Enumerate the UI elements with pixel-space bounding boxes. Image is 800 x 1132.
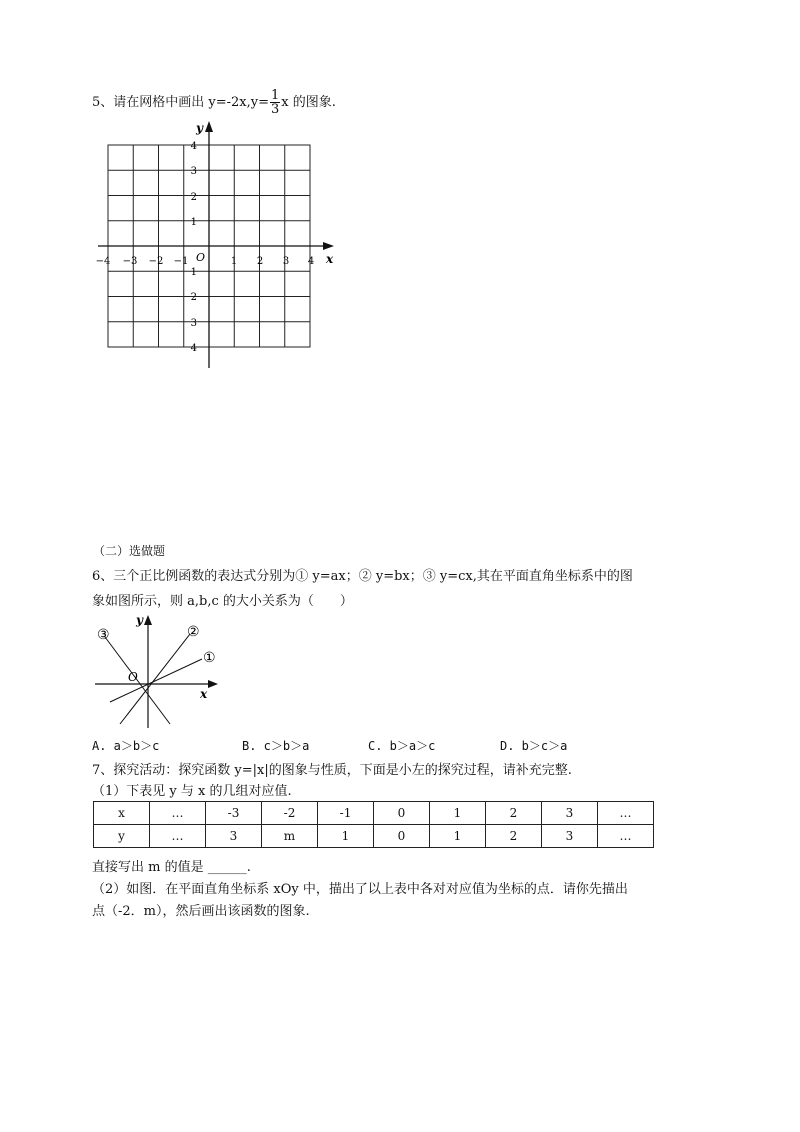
table-cell: -2 [262, 802, 318, 825]
x-tick: −4 [95, 256, 111, 267]
table-cell: 0 [374, 802, 430, 825]
coordinate-grid [90, 118, 340, 373]
choice-a: A. a＞b＞c [92, 739, 160, 753]
x-axis-arrow [323, 242, 334, 250]
x-axis-label: x [326, 252, 334, 266]
fig6-x-arrow [208, 680, 218, 688]
table-cell: -3 [206, 802, 262, 825]
q7-line1: 7、探究活动：探究函数 y=|x|的图象与性质，下面是小左的探究过程，请补充完整. [92, 763, 572, 778]
table-cell: … [150, 825, 206, 848]
fig6-line3-label: ③ [97, 627, 110, 643]
choice-d: D. b＞c＞a [500, 739, 568, 753]
fig6-line1-label: ① [203, 650, 216, 666]
q6-figure [90, 610, 230, 732]
q7-sub1: （1）下表见 y 与 x 的几组对应值. [92, 784, 292, 799]
y-tick: 3 [190, 166, 197, 177]
x-tick: −1 [173, 256, 189, 267]
section-heading: （二）选做题 [93, 544, 166, 558]
fig6-y-label: y [136, 613, 143, 627]
y-tick: 4 [190, 141, 197, 152]
table-cell: x [94, 802, 150, 825]
q5-text [92, 89, 336, 116]
table-cell: 1 [318, 825, 374, 848]
origin-label: O [196, 251, 206, 264]
fig6-y-arrow [144, 615, 152, 625]
choice-b: B. c＞b＞a [242, 739, 310, 753]
table-cell: y [94, 825, 150, 848]
table-cell: 3 [542, 825, 598, 848]
x-tick: 1 [230, 256, 238, 267]
x-tick: 2 [256, 256, 264, 267]
q7-after-table: 直接写出 m 的值是 ______. [92, 860, 251, 875]
y-tick: 2 [190, 292, 197, 303]
table-row-y [94, 825, 654, 848]
fig6-line2-label: ② [187, 624, 200, 640]
q7-sub2-line2: 点（-2．m），然后画出该函数的图象. [92, 904, 310, 919]
x-tick: −3 [122, 256, 138, 267]
y-tick: 1 [190, 217, 197, 228]
table-cell: … [598, 825, 654, 848]
table-cell: 3 [206, 825, 262, 848]
q5-suffix: x 的图象. [281, 95, 336, 110]
value-table [93, 801, 654, 848]
table-cell: 3 [542, 802, 598, 825]
y-tick: 3 [190, 318, 197, 329]
q6-line1: 6、三个正比例函数的表达式分别为① y=ax；② y=bx；③ y=cx,其在平面直角坐标系中的图 [92, 569, 633, 584]
table-cell: 1 [430, 802, 486, 825]
y-tick: 4 [190, 343, 197, 354]
q5-fraction [270, 89, 280, 116]
table-row-x [94, 802, 654, 825]
q6-line2: 象如图所示，则 a,b,c 的大小关系为（ ） [92, 594, 353, 609]
table-cell: 2 [486, 825, 542, 848]
table-cell: -1 [318, 802, 374, 825]
q7-sub2-line1: （2）如图．在平面直角坐标系 xOy 中，描出了以上表中各对对应值为坐标的点．请你先描出 [92, 882, 628, 897]
q5-frac-den: 3 [271, 102, 280, 117]
table-cell: m [262, 825, 318, 848]
table-cell: 1 [430, 825, 486, 848]
table-cell: 0 [374, 825, 430, 848]
x-tick: −2 [148, 256, 164, 267]
x-tick: 3 [282, 256, 290, 267]
table-cell: … [150, 802, 206, 825]
fig6-origin-label: O [128, 670, 138, 684]
y-axis-arrow [205, 121, 213, 132]
y-axis-label: y [196, 121, 203, 135]
q5-frac-num: 1 [271, 88, 280, 103]
fig6-line-1 [110, 659, 202, 702]
x-tick: 4 [307, 256, 315, 267]
y-tick-labels [191, 141, 197, 354]
table-cell: … [598, 802, 654, 825]
fig6-x-label: x [200, 687, 208, 701]
q5-prefix: 5、请在网格中画出 y=-2x,y= [92, 95, 270, 110]
y-tick: 1 [190, 267, 197, 278]
choice-c: C. b＞a＞c [368, 739, 436, 753]
table-cell: 2 [486, 802, 542, 825]
y-tick: 2 [190, 192, 197, 203]
